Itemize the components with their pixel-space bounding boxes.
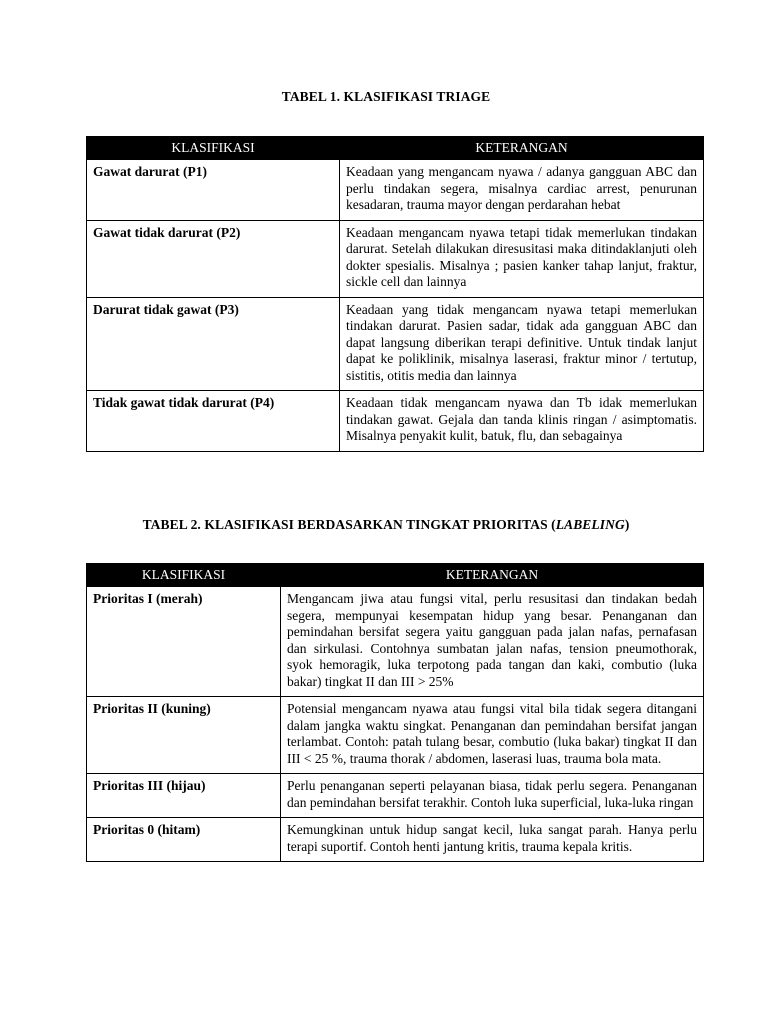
table1-title: TABEL 1. KLASIFIKASI TRIAGE <box>281 89 491 104</box>
row-description: Keadaan yang mengancam nyawa / adanya gangguan ABC dan perlu tindakan segera, misalnya cardiac arrest, penurunan kesadaran, trauma mayor dengan perdarahan hebat <box>340 160 704 221</box>
header-keterangan: KETERANGAN <box>340 137 704 160</box>
table-row <box>87 391 704 452</box>
row-classification: Tidak gawat tidak darurat (P4) <box>87 391 340 452</box>
row-classification: Gawat darurat (P1) <box>87 160 340 221</box>
triage-classification-table <box>86 136 704 452</box>
row-description: Keadaan yang tidak mengancam nyawa tetapi memerlukan tindakan darurat. Pasien sadar, tidak ada gangguan ABC dan dapat langsung diberikan terapi definitive. Untuk tindak lanjut dapat ke poliklinik, misalnya laserasi, fraktur minor / tertutup, sistitis, otitis media dan lainnya <box>340 297 704 391</box>
row-classification: Prioritas II (kuning) <box>87 697 281 774</box>
table-row <box>87 220 704 297</box>
table2-title-suffix: ) <box>624 517 630 532</box>
table-row <box>87 697 704 774</box>
priority-labeling-table <box>86 563 704 862</box>
row-description: Perlu penanganan seperti pelayanan biasa, tidak perlu segera. Penanganan dan pemindahan bersifat terakhir. Contoh luka superficial, luka-luka ringan <box>281 774 704 818</box>
row-classification: Prioritas 0 (hitam) <box>87 818 281 862</box>
row-description: Mengancam jiwa atau fungsi vital, perlu resusitasi dan tindakan bedah segera, mempunyai kesempatan hidup yang besar. Penanganan dan pemindahan bersifat segera yaitu gangguan pada jalan nafas, pernafasan dan sirkulasi. Contohnya sumbatan jalan nafas, tension pneumothorak, syok hemoragik, luka terpotong pada tangan dan kaki, combutio (luka bakar) tingkat II dan III > 25% <box>281 587 704 697</box>
table2-title-italic: LABELING <box>555 517 625 532</box>
table-row <box>87 160 704 221</box>
header-klasifikasi: KLASIFIKASI <box>87 137 340 160</box>
header-klasifikasi: KLASIFIKASI <box>87 564 281 587</box>
row-description: Keadaan mengancam nyawa tetapi tidak memerlukan tindakan darurat. Setelah dilakukan diresusitasi maka ditindaklanjuti oleh dokter spesialis. Misalnya ; pasien kanker tahap lanjut, fraktur, sickle cell dan lainnya <box>340 220 704 297</box>
table-header-row <box>87 564 704 587</box>
table-row <box>87 587 704 697</box>
table-row <box>87 818 704 862</box>
row-description: Potensial mengancam nyawa atau fungsi vital bila tidak segera ditangani dalam jangka waktu singkat. Penanganan dan pemindahan bersifat jangan terlambat. Contoh: patah tulang besar, combutio (luka bakar) tingkat II dan III < 25 %, trauma thorak / abdomen, laserasi luas, trauma bola mata. <box>281 697 704 774</box>
row-classification: Prioritas III (hijau) <box>87 774 281 818</box>
table2-title <box>2 517 768 533</box>
table-header-row <box>87 137 704 160</box>
row-description: Keadaan tidak mengancam nyawa dan Tb idak memerlukan tindakan gawat. Gejala dan tanda klinis ringan / asimptomatis. Misalnya penyakit kulit, batuk, flu, dan sebagainya <box>340 391 704 452</box>
header-keterangan: KETERANGAN <box>281 564 704 587</box>
row-description: Kemungkinan untuk hidup sangat kecil, luka sangat parah. Hanya perlu terapi suportif. Contoh henti jantung kritis, trauma kepala kritis. <box>281 818 704 862</box>
row-classification: Darurat tidak gawat (P3) <box>87 297 340 391</box>
table-row <box>87 774 704 818</box>
table2-title-prefix: TABEL 2. KLASIFIKASI BERDASARKAN TINGKAT PRIORITAS ( <box>142 517 556 532</box>
table-row <box>87 297 704 391</box>
row-classification: Gawat tidak darurat (P2) <box>87 220 340 297</box>
row-classification: Prioritas I (merah) <box>87 587 281 697</box>
